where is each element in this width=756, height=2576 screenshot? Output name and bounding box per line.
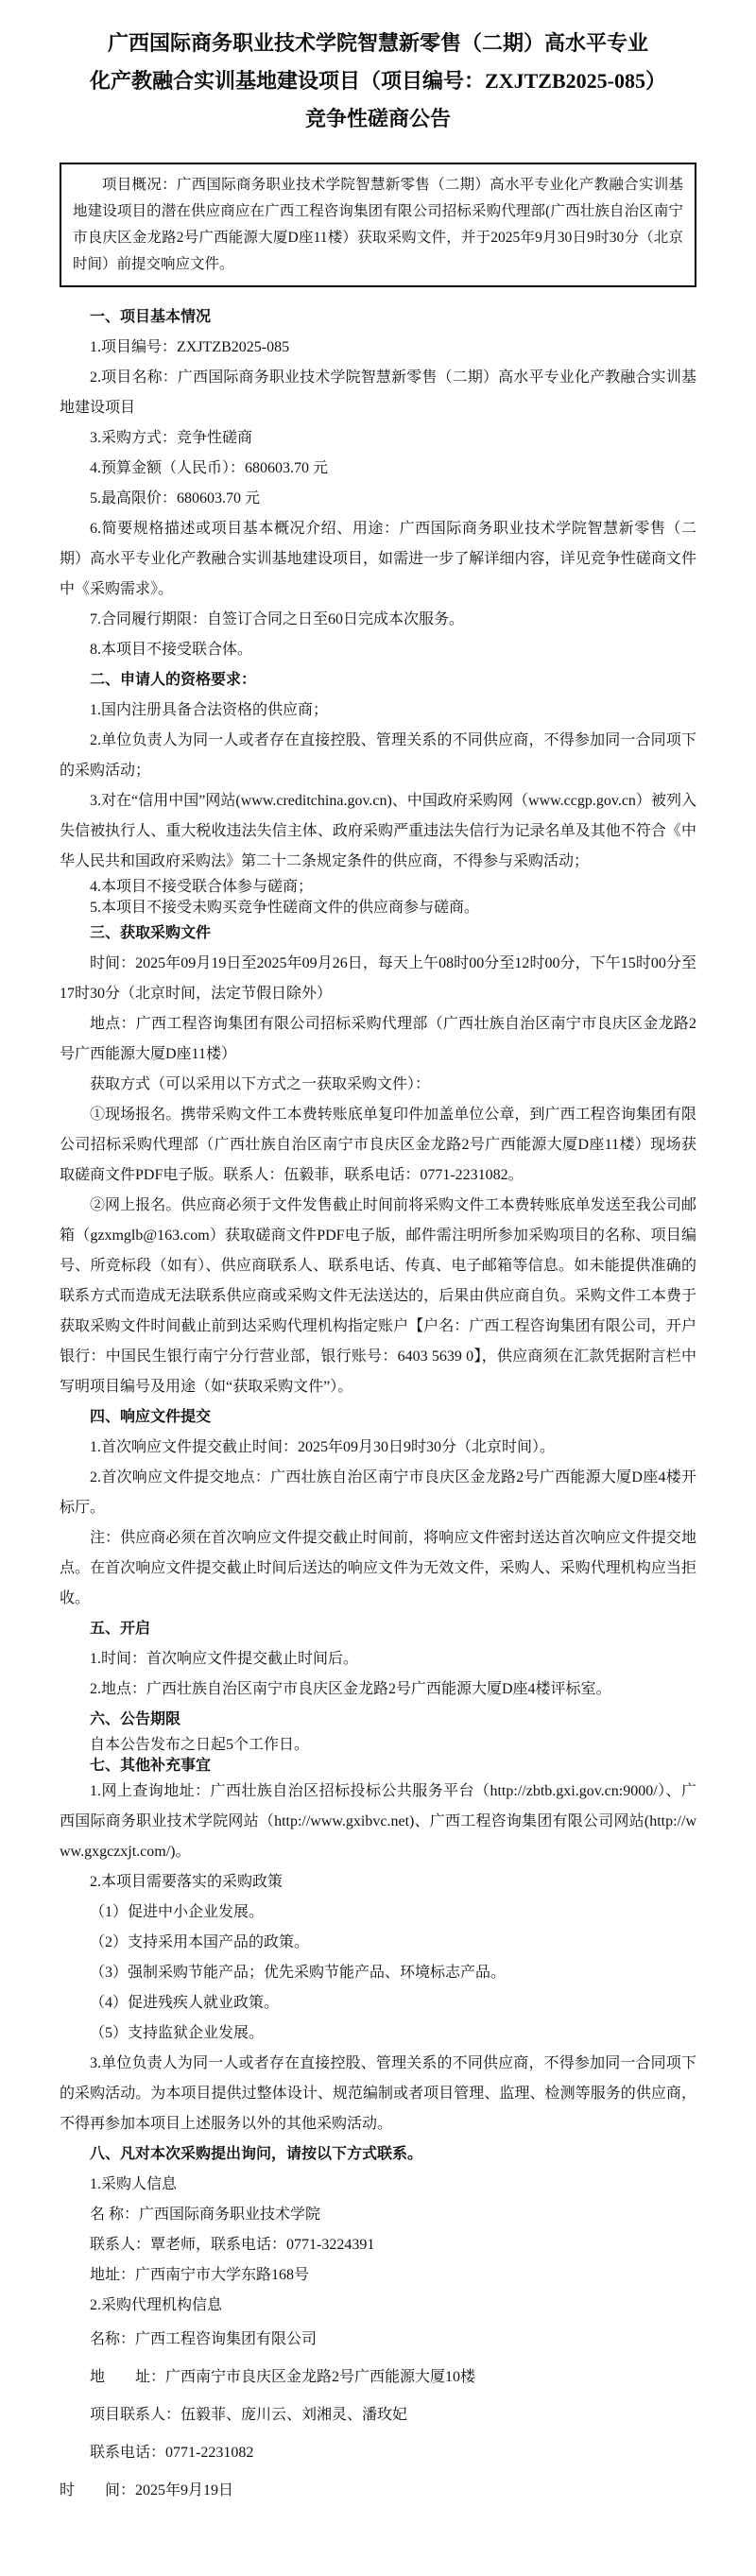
section-heading: 三、获取采购文件 xyxy=(90,925,212,941)
title-line: 化产教融合实训基地建设项目（项目编号：ZXJTZB2025-085） xyxy=(90,69,666,93)
paragraph: 联系人：覃老师，联系电话：0771-3224391 xyxy=(90,2237,375,2253)
project-overview-box xyxy=(60,163,696,287)
title-line: 广西国际商务职业技术学院智慧新零售（二期）高水平专业 xyxy=(107,31,648,55)
project-overview-text: 项目概况：广西国际商务职业技术学院智慧新零售（二期）高水平专业化产教融合实训基地建设项目的潜在供应商应在广西工程咨询集团有限公司招标采购代理部(广西壮族自治区南宁市良庆区金龙路2号广西能源大厦D座11楼）获取采购文件，并于2025年9月30日9时30分（北京时间）前提交响应文件。 xyxy=(73,177,683,272)
paragraph: 2.单位负责人为同一人或者存在直接控股、管理关系的不同供应商，不得参加同一合同项下的采购活动； xyxy=(60,732,696,779)
paragraph: 1.项目编号：ZXJTZB2025-085 xyxy=(90,339,290,355)
section-heading: 四、响应文件提交 xyxy=(90,1409,212,1425)
section-heading: 八、凡对本次采购提出询问，请按以下方式联系。 xyxy=(90,2146,423,2162)
section-heading: 七、其他补充事宜 xyxy=(90,1758,212,1774)
paragraph: 1.国内注册具备合法资格的供应商； xyxy=(90,702,329,718)
paragraph: 3.对在“信用中国”网站(www.creditchina.gov.cn)、中国政府采购网（www.ccgp.gov.cn）被列入失信被执行人、重大税收违法失信主体、政府采购严重违法失信行为记录名单及其他不符合《中华人民共和国政府采购法》第二十二条规定条件的供应商，不得参与采购活动； xyxy=(60,793,696,869)
paragraph: 4.本项目不接受联合体参与磋商； xyxy=(90,879,314,895)
paragraph: 地 址：广西南宁市良庆区金龙路2号广西能源大厦10楼 xyxy=(90,2369,476,2385)
paragraph: 注：供应商必须在首次响应文件提交截止时间前，将响应文件密封送达首次响应文件提交地点。在首次响应文件提交截止时间后送达的响应文件为无效文件，采购人、采购代理机构应当拒收。 xyxy=(60,1530,696,1606)
paragraph: 获取方式（可以采用以下方式之一获取采购文件）： xyxy=(90,1076,431,1092)
section-heading: 二、申请人的资格要求： xyxy=(90,672,257,688)
paragraph: 1.采购人信息 xyxy=(90,2176,178,2192)
paragraph: （5）支持监狱企业发展。 xyxy=(90,2025,265,2041)
paragraph: 8.本项目不接受联合体。 xyxy=(90,642,253,658)
paragraph: 1.网上查询地址：广西壮族自治区招标投标公共服务平台（http://zbtb.gxi.gov.cn:9000/）、广西国际商务职业技术学院网站（http://www.gxibvc.net)、广西工程咨询集团有限公司网站(http://www.gxgczxjt.com/)。 xyxy=(60,1783,696,1860)
paragraph: 2.项目名称：广西国际商务职业技术学院智慧新零售（二期）高水平专业化产教融合实训基地建设项目 xyxy=(60,369,696,416)
paragraph: 名称：广西工程咨询集团有限公司 xyxy=(90,2331,318,2347)
paragraph: 地点：广西工程咨询集团有限公司招标采购代理部（广西壮族自治区南宁市良庆区金龙路2号广西能源大厦D座11楼） xyxy=(60,1016,696,1062)
paragraph: （4）促进残疾人就业政策。 xyxy=(90,1995,280,2011)
paragraph: （3）强制采购节能产品；优先采购节能产品、环境标志产品。 xyxy=(90,1965,507,1981)
paragraph: 4.预算金额（人民币）：680603.70 元 xyxy=(90,460,329,476)
paragraph: （2）支持采用本国产品的政策。 xyxy=(90,1934,310,1950)
paragraph: 2.采购代理机构信息 xyxy=(90,2297,223,2313)
title-line: 竞争性磋商公告 xyxy=(304,107,451,130)
paragraph: 时 间：2025年9月19日 xyxy=(60,2482,234,2499)
section-heading: 五、开启 xyxy=(90,1621,151,1637)
paragraph: 项目联系人：伍毅菲、庞川云、刘湘灵、潘玫妃 xyxy=(90,2407,408,2423)
paragraph: 自本公告发布之日起5个工作日。 xyxy=(90,1737,310,1753)
paragraph: 1.时间：首次响应文件提交截止时间后。 xyxy=(90,1651,359,1667)
paragraph: 地址：广西南宁市大学东路168号 xyxy=(90,2267,310,2283)
document-title xyxy=(60,25,696,138)
section-heading: 六、公告期限 xyxy=(90,1711,181,1727)
paragraph: ①现场报名。携带采购文件工本费转账底单复印件加盖单位公章，到广西工程咨询集团有限公司招标采购代理部（广西壮族自治区南宁市良庆区金龙路2号广西能源大厦D座11楼）现场获取磋商文件PDF电子版。联系人：伍毅菲，联系电话：0771-2231082。 xyxy=(60,1107,696,1183)
paragraph: （1）促进中小企业发展。 xyxy=(90,1904,265,1920)
paragraph: 2.本项目需要落实的采购政策 xyxy=(90,1874,284,1890)
paragraph: 6.简要规格描述或项目基本概况介绍、用途：广西国际商务职业技术学院智慧新零售（二期）高水平专业化产教融合实训基地建设项目，如需进一步了解详细内容，详见竞争性磋商文件中《采购需求》。 xyxy=(60,521,696,597)
paragraph: 联系电话：0771-2231082 xyxy=(90,2445,254,2461)
paragraph: 2.首次响应文件提交地点：广西壮族自治区南宁市良庆区金龙路2号广西能源大厦D座4楼开标厅。 xyxy=(60,1469,696,1516)
document-body xyxy=(60,302,696,2510)
paragraph: 7.合同履行期限：自签订合同之日至60日完成本次服务。 xyxy=(90,611,465,627)
paragraph: ②网上报名。供应商必须于文件发售截止时间前将采购文件工本费转账底单发送至我公司邮箱（gzxmglb@163.com）获取磋商文件PDF电子版，邮件需注明所参加采购项目的名称、项目编号、所竞标段（如有）、供应商联系人、联系电话、传真、电子邮箱等信息。如未能提供准确的联系方式而造成无法联系供应商或采购文件无法送达的，后果由供应商自负。采购文件工本费于获取采购文件时间截止前到达采购代理机构指定账户【户名：广西工程咨询集团有限公司，开户银行：中国民生银行南宁分行营业部，银行账号：6403 5639 0】，供应商须在汇款凭据附言栏中写明项目编号及用途（如“获取采购文件”）。 xyxy=(60,1197,696,1395)
paragraph: 3.单位负责人为同一人或者存在直接控股、管理关系的不同供应商，不得参加同一合同项下的采购活动。为本项目提供过整体设计、规范编制或者项目管理、监理、检测等服务的供应商，不得再参加本项目上述服务以外的其他采购活动。 xyxy=(60,2055,696,2132)
paragraph: 名 称：广西国际商务职业技术学院 xyxy=(90,2207,321,2223)
paragraph: 5.最高限价：680603.70 元 xyxy=(90,490,261,507)
paragraph: 3.采购方式：竞争性磋商 xyxy=(90,430,253,446)
paragraph: 2.地点：广西壮族自治区南宁市良庆区金龙路2号广西能源大厦D座4楼评标室。 xyxy=(90,1681,611,1697)
paragraph: 时间：2025年09月19日至2025年09月26日，每天上午08时00分至12时00分，下午15时00分至17时30分（北京时间，法定节假日除外） xyxy=(60,955,696,1002)
paragraph: 1.首次响应文件提交截止时间：2025年09月30日9时30分（北京时间）。 xyxy=(90,1439,556,1455)
paragraph: 5.本项目不接受未购买竞争性磋商文件的供应商参与磋商。 xyxy=(90,900,480,916)
section-heading: 一、项目基本情况 xyxy=(90,309,212,325)
